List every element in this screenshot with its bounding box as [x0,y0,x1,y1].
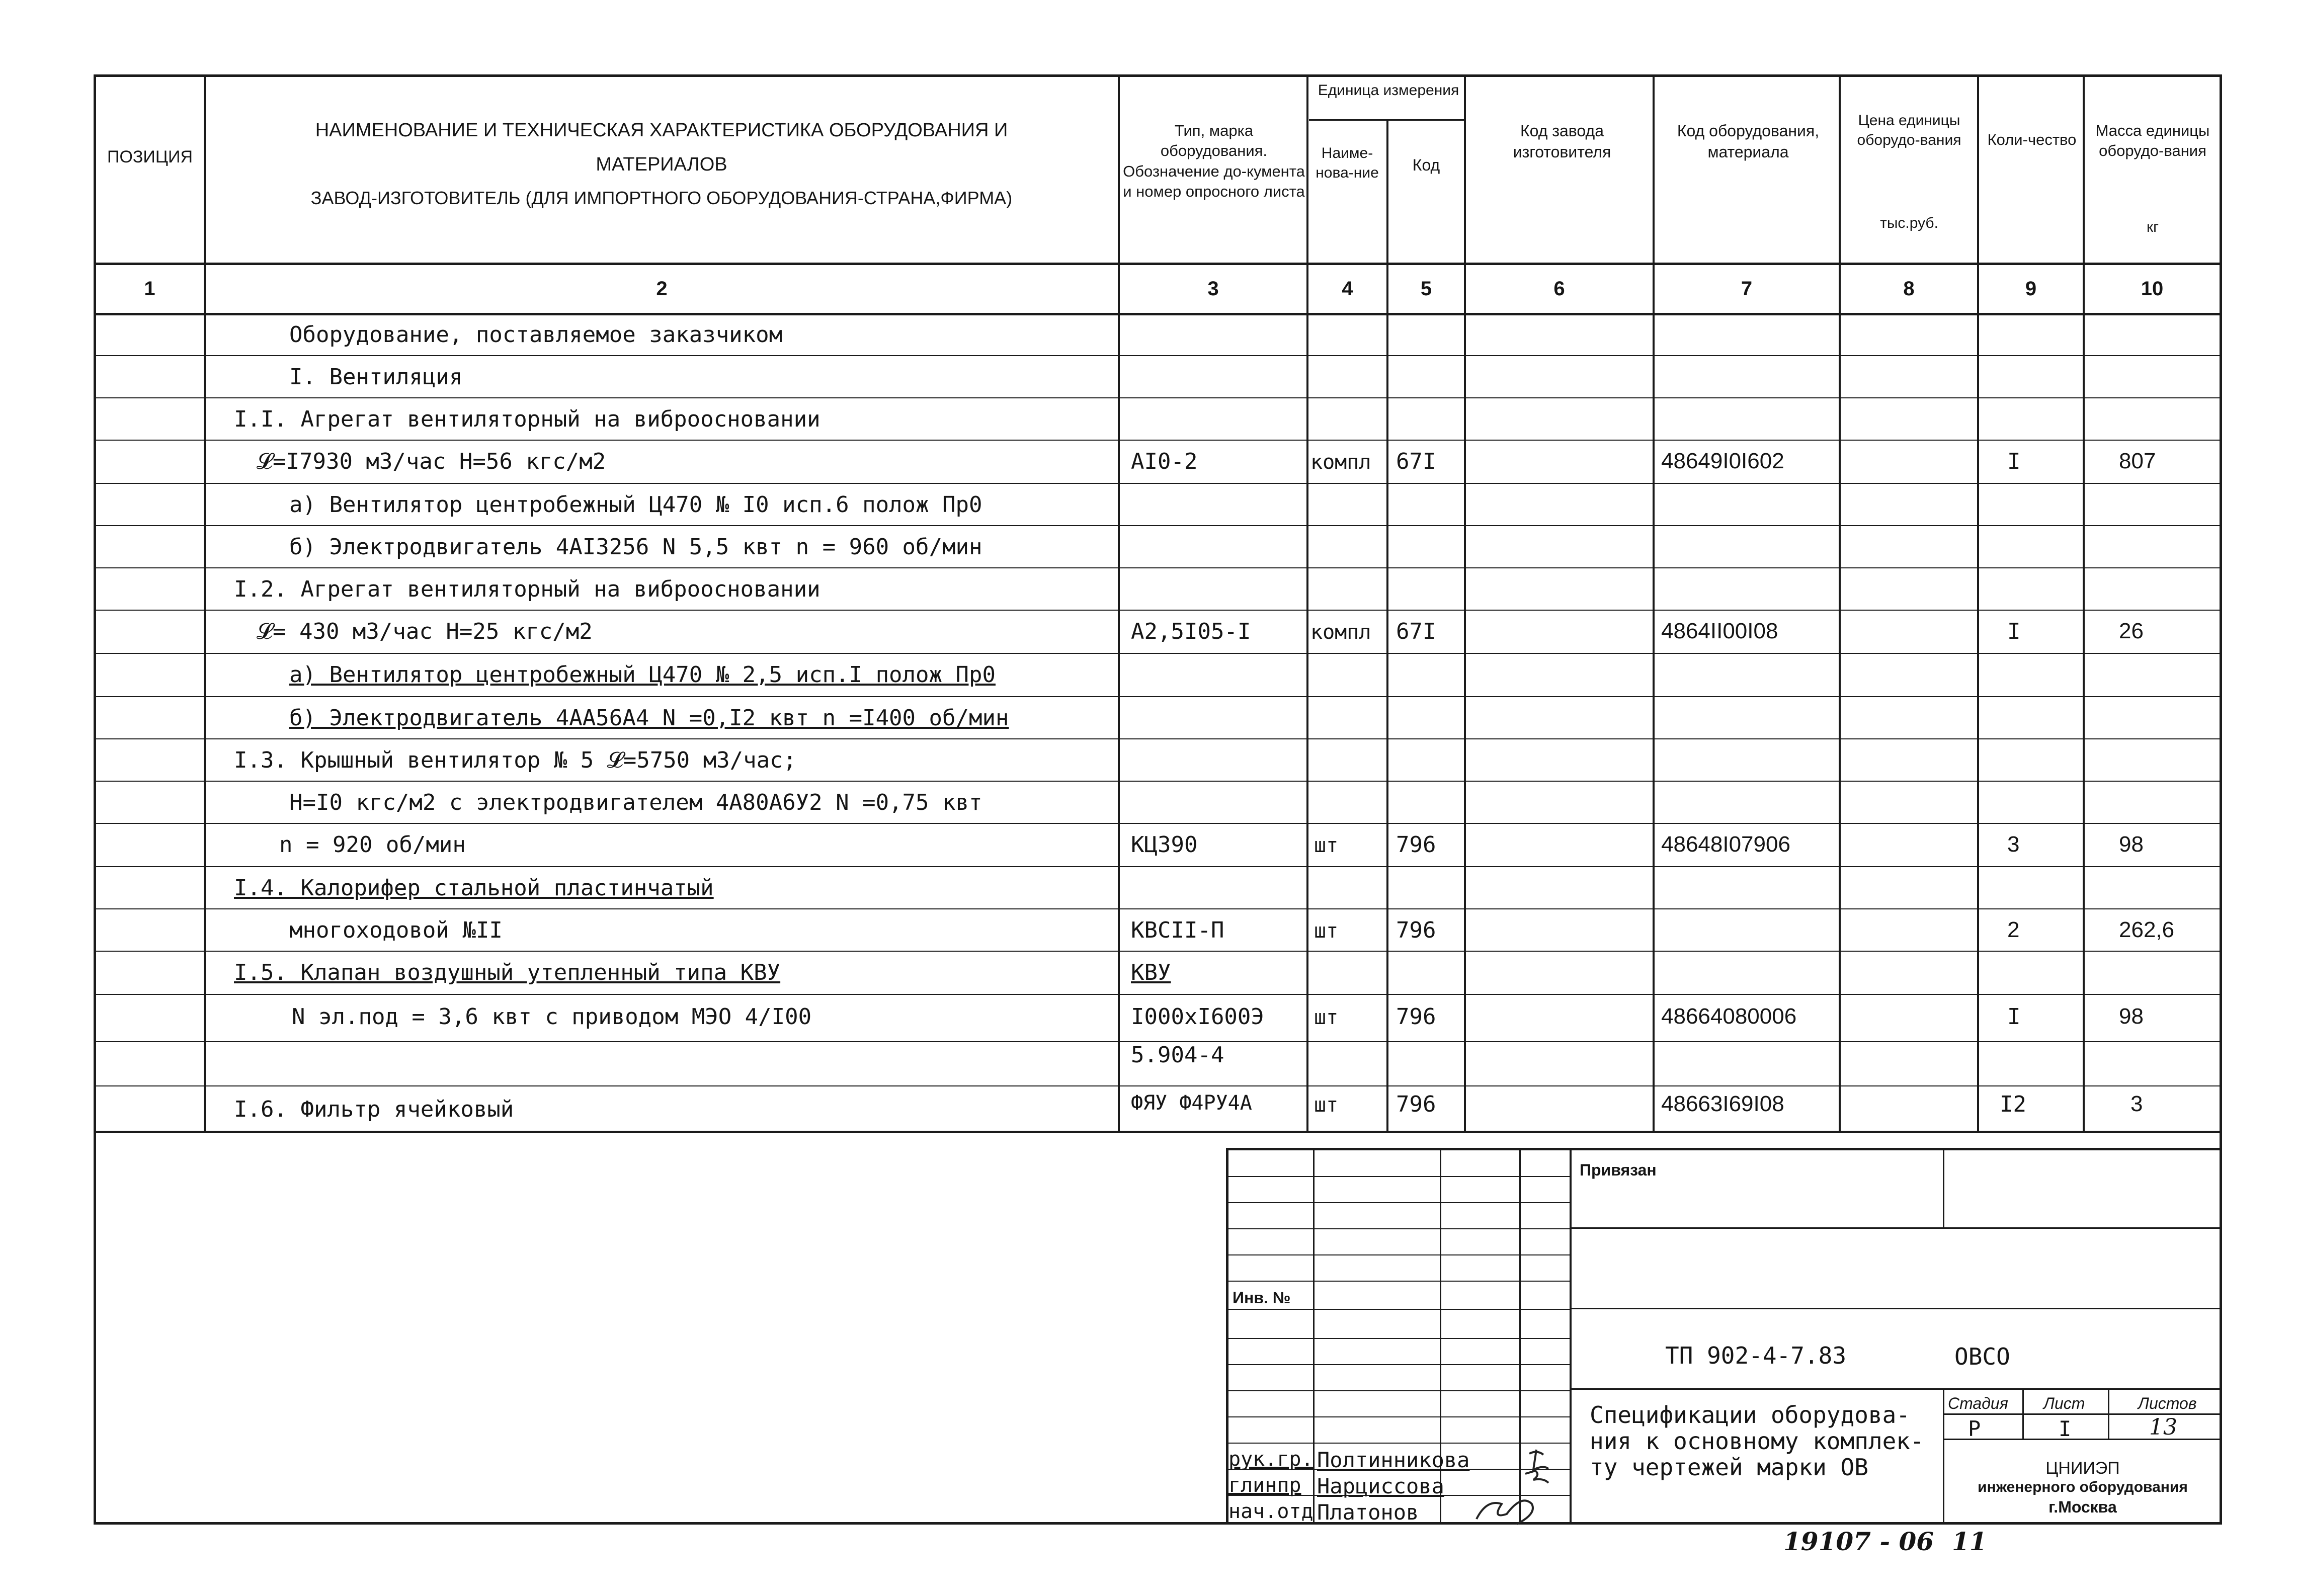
stamp-sheets-value: 13 [2149,1414,2177,1440]
row-3-type: AI0-2 [1131,449,1198,474]
signer-2-role: глинпр [1228,1474,1301,1497]
stamp-privyazan: Привязан [1580,1161,1657,1179]
row-3-qty: I [2007,449,2021,474]
row-18-mass: 3 [2130,1091,2143,1116]
row-3-unit: компл [1310,451,1371,474]
signer-3-name: Платонов [1317,1500,1419,1525]
row-7-code: 67I [1396,619,1436,644]
row-14-type: КВСII-П [1131,917,1224,943]
row-6-name: I.2. Агрегат вентиляторный на виброосновании [234,576,821,602]
row-7-name: 𝓛= 430 м3/час Н=25 кгс/м2 [257,619,593,644]
row-16-code: 796 [1396,1004,1436,1030]
row-12-name: n = 920 об/мин [279,832,466,858]
signer-3-role: нач.отд [1228,1500,1314,1523]
row-18-code: 796 [1396,1091,1436,1117]
table-right-border [2220,74,2222,1523]
header-unit-code: Код [1412,156,1440,174]
row-7-qty: I [2007,619,2021,644]
footer-page-number: 11 [1952,1527,1987,1556]
colnum-9: 9 [2025,278,2037,300]
row-12-mass: 98 [2119,832,2144,857]
signer-1-name: Полтинникова [1317,1448,1470,1472]
row-4-name: а) Вентилятор центробежный Ц470 № I0 исп.6 полож Пр0 [289,492,982,518]
col-divider-5 [1464,74,1466,1131]
colnum-8: 8 [1903,278,1915,300]
stamp-title-line2: ния к основному комплек- [1590,1427,1924,1455]
header-mass: Масса единицы оборудо-вания [2095,122,2210,160]
row-16-mass: 98 [2119,1004,2144,1029]
col-divider-4 [1386,120,1388,1131]
row-7-mass: 26 [2119,619,2144,643]
row-18-unit: шт [1314,1094,1339,1117]
header-name-line1: НАИМЕНОВАНИЕ И ТЕХНИЧЕСКАЯ ХАРАКТЕРИСТИКА ОБОРУДОВАНИЯ И [315,120,1008,141]
row-0-name: Оборудование, поставляемое заказчиком [289,322,783,348]
col-divider-2 [1118,74,1120,1131]
row-8-name: а) Вентилятор центробежный Ц470 № 2,5 исп.I полож Пр0 [289,662,996,688]
colnum-6: 6 [1553,278,1565,300]
colnum-4: 4 [1342,278,1353,300]
header-name-line3: ЗАВОД-ИЗГОТОВИТЕЛЬ (ДЛЯ ИМПОРТНОГО ОБОРУДОВАНИЯ-СТРАНА,ФИРМА) [310,188,1013,208]
row-5-name: б) Электродвигатель 4АI3256 N 5,5 квт n = 960 об/мин [289,534,982,560]
colnum-3: 3 [1207,278,1219,300]
colnum-10: 10 [2141,278,2164,300]
row-18-name: I.6. Фильтр ячейковый [234,1097,514,1122]
stamp-sheets-header: Листов [2138,1394,2197,1412]
row-12-unit: шт [1314,834,1339,857]
row-7-type: А2,5I05-I [1131,619,1251,644]
signer-2-name: Нарциссова [1317,1474,1444,1498]
stamp-title-line3: ту чертежей марки ОВ [1590,1454,1868,1481]
row-1-name: I. Вентиляция [289,364,463,390]
table-top-border [96,74,2222,77]
signatures [1439,1444,1575,1529]
col-divider-7 [1839,74,1841,1131]
stamp-org-line2: инженерного оборудования [1978,1479,2188,1495]
row-14-qty: 2 [2007,917,2020,942]
header-unit-group: Единица измерения [1318,82,1459,99]
col-divider-1 [204,74,206,1131]
table-bottom-border [96,1131,2222,1133]
row-12-code: 796 [1396,832,1436,858]
col-divider-3 [1306,74,1308,1131]
header-name-line2: МАТЕРИАЛОВ [596,154,727,175]
header-type: Тип, марка оборудования. Обозначение до-кумента и номер опросного листа [1123,122,1305,200]
stamp-org-line3: г.Москва [2048,1498,2117,1516]
row-15-name: I.5. Клапан воздушный утепленный типа КВУ [234,960,781,985]
row-11-name: Н=I0 кгс/м2 с электродвигателем 4А80А6У2 N =0,75 квт [289,790,982,815]
header-position: ПОЗИЦИЯ [107,147,193,166]
colnum-1: 1 [144,278,155,300]
row-2-name: I.I. Агрегат вентиляторный на виброосновании [234,406,821,432]
row-12-material: 48648I07906 [1661,832,1790,857]
header-price-unit: тыс.руб. [1880,215,1938,231]
row-16-material: 48664080006 [1661,1004,1797,1029]
stamp-sheet-value: I [2059,1416,2072,1441]
header-mass-unit: кг [2146,219,2159,235]
row-16-unit: шт [1314,1006,1339,1029]
row-3-code: 67I [1396,449,1436,474]
row-16-name: N эл.под = 3,6 квт с приводом МЭО 4/I00 [292,1004,812,1030]
signer-1-role: рук.гр. [1228,1448,1314,1471]
header-unit-name: Наиме-нова-ние [1316,145,1379,181]
colnum-5: 5 [1420,278,1432,300]
row-7-material: 4864II00I08 [1661,619,1778,643]
row-14-mass: 262,6 [2119,917,2175,942]
colnum-2: 2 [656,278,668,300]
row-16-type: I000xI600Э [1131,1004,1264,1030]
colnum-7: 7 [1741,278,1753,300]
row-3-mass: 807 [2119,449,2156,473]
header-bottom-border [96,263,2222,265]
stamp-stage-header: Стадия [1948,1394,2008,1412]
row-16-qty: I [2007,1004,2021,1030]
stamp-inventory-number: Инв. № [1233,1289,1291,1307]
col-divider-8 [1977,74,1979,1131]
stamp-doc-mark: ОВСО [1954,1343,2010,1370]
row-17-type: 5.904-4 [1131,1042,1224,1068]
footer-archive-number: 19107 - 06 [1783,1527,1934,1556]
row-14-code: 796 [1396,917,1436,943]
row-15-type: КВУ [1131,960,1171,985]
header-quantity: Коли-чество [1987,131,2077,148]
row-10-name: I.3. Крышный вентилятор № 5 𝓛=5750 м3/час; [234,747,797,773]
col-divider-9 [2083,74,2085,1131]
row-9-name: б) Электродвигатель 4АА56А4 N =0,I2 квт n =I400 об/мин [289,705,1009,731]
stamp-doc-code: ТП 902-4-7.83 [1665,1342,1847,1369]
stamp-sheet-header: Лист [2043,1394,2085,1412]
col-divider-6 [1653,74,1655,1131]
stamp-title-line1: Спецификации оборудова- [1590,1401,1910,1429]
row-12-type: КЦ390 [1131,832,1198,858]
row-18-material: 48663I69I08 [1661,1091,1784,1116]
colnum-bottom-border [96,313,2222,315]
row-14-name: многоходовой №II [289,917,503,943]
row-3-material: 48649I0I602 [1661,449,1784,473]
stamp-org-line1: ЦНИИЭП [2045,1459,2120,1478]
row-12-qty: 3 [2007,832,2020,857]
row-18-qty: I2 [2000,1091,2026,1117]
row-14-unit: шт [1314,919,1339,943]
row-18-type: ФЯУ Ф4РУ4А [1131,1091,1252,1115]
stamp-stage-value: Р [1968,1416,1981,1441]
row-7-unit: компл [1310,621,1371,644]
header-plant-code: Код завода изготовителя [1513,122,1611,161]
header-material-code: Код оборудования, материала [1677,122,1820,161]
row-13-name: I.4. Калорифер стальной пластинчатый [234,875,714,901]
row-3-name: 𝓛=I7930 м3/час Н=56 кгс/м2 [257,449,606,474]
header-price: Цена единицы оборудо-вания [1857,112,1961,148]
